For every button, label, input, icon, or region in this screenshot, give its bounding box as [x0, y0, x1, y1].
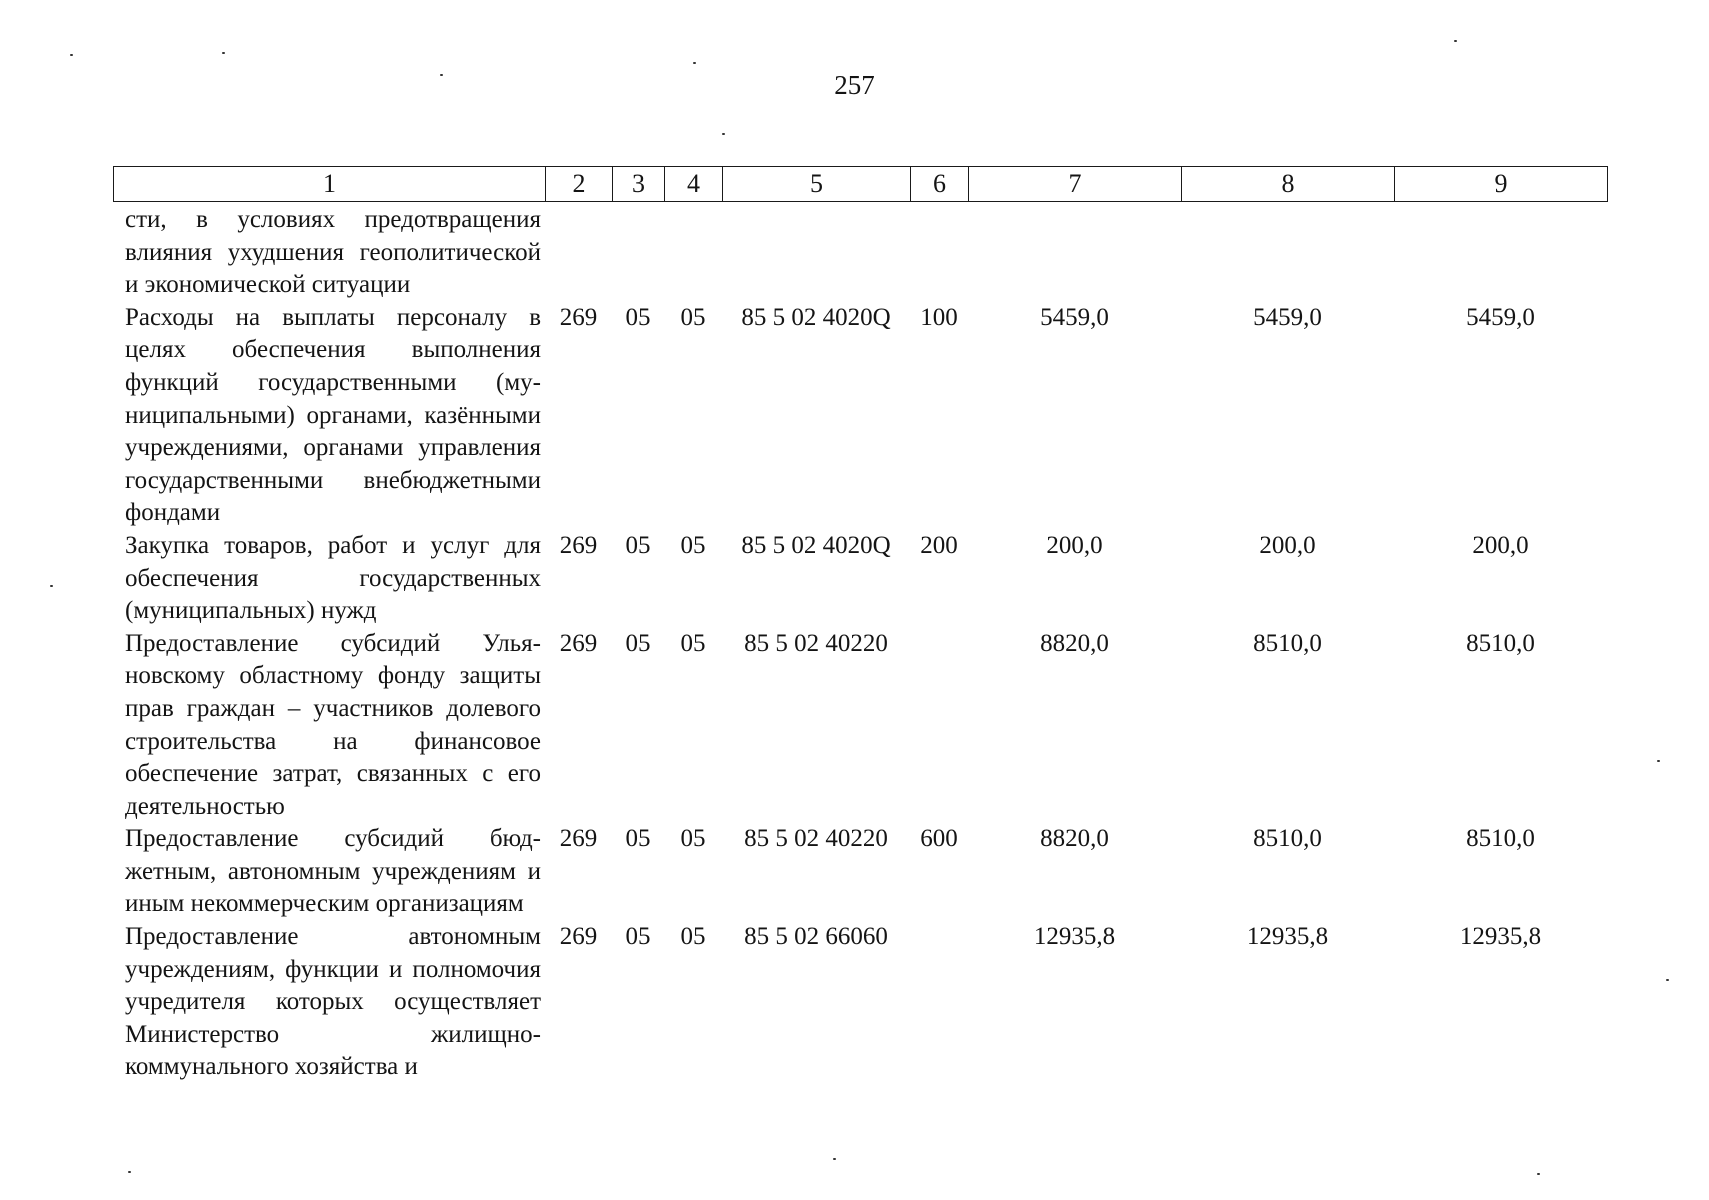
row-amount-col8: 8510,0 — [1253, 629, 1322, 657]
header-col-5: 5 — [723, 167, 911, 202]
row-amount-col9: 8510,0 — [1466, 629, 1535, 657]
scan-speck — [1657, 760, 1660, 762]
header-col-2: 2 — [546, 167, 613, 202]
table-body — [113, 204, 1607, 1084]
row-expense-type: 100 — [920, 303, 958, 331]
scan-speck — [833, 1158, 836, 1160]
table-row — [113, 530, 1607, 628]
table-row — [113, 204, 1607, 302]
row-description: Расходы на выплаты персоналу в целях обеспечения выполнения функций государственными (муниципальными) органами, казёнными учреждениями, органами управления государственными внебюджетными фондами — [125, 303, 541, 527]
row-section: 05 — [625, 303, 651, 331]
table-row — [113, 302, 1607, 530]
row-description: Предоставление субсидий бюджетным, автономным учреждениям и иным некоммерческим организациям — [125, 825, 541, 918]
row-subsection: 05 — [680, 825, 706, 853]
scan-speck — [50, 585, 53, 587]
row-target-article: 85 5 02 66060 — [744, 923, 888, 951]
row-description: Предоставление автономным учреждениям, функции и полномочия учредителя которых осуществляет Министерство жилищно-коммунального хозяйства и — [125, 923, 541, 1081]
row-amount-col9: 200,0 — [1472, 531, 1529, 559]
scan-speck — [1454, 40, 1457, 42]
table-row — [113, 921, 1607, 1084]
row-subsection: 05 — [680, 923, 706, 951]
row-admin-code: 269 — [559, 923, 598, 951]
row-amount-col8: 200,0 — [1259, 531, 1316, 559]
header-row — [114, 167, 1608, 202]
scan-speck — [440, 74, 443, 76]
row-subsection: 05 — [680, 629, 706, 657]
scan-speck — [222, 52, 225, 54]
table-row — [113, 628, 1607, 824]
scan-speck — [128, 1171, 131, 1173]
header-col-1: 1 — [114, 167, 546, 202]
row-amount-col9: 5459,0 — [1466, 303, 1535, 331]
header-col-9: 9 — [1395, 167, 1608, 202]
header-col-8: 8 — [1182, 167, 1395, 202]
row-section: 05 — [625, 923, 651, 951]
scan-speck — [1666, 979, 1669, 981]
row-subsection: 05 — [680, 531, 706, 559]
row-amount-col8: 12935,8 — [1246, 923, 1329, 951]
row-section: 05 — [625, 531, 651, 559]
row-description: Предоставление субсидий Ульяновскому областному фонду защиты прав граждан – участников долевого строительства на финансовое обеспечение затрат, связанных с его деятельностью — [125, 629, 541, 820]
page-number: 257 — [834, 70, 875, 100]
row-target-article: 85 5 02 40220 — [744, 629, 888, 657]
header-col-6: 6 — [911, 167, 969, 202]
row-section: 05 — [625, 825, 651, 853]
header-col-7: 7 — [969, 167, 1182, 202]
row-expense-type: 600 — [920, 825, 958, 853]
row-expense-type: 200 — [920, 531, 958, 559]
row-amount-col7: 5459,0 — [1040, 303, 1109, 331]
row-subsection: 05 — [680, 303, 706, 331]
row-admin-code: 269 — [559, 531, 598, 559]
row-description: Закупка товаров, работ и услуг для обеспечения государственных (муниципальных) нужд — [125, 531, 541, 625]
header-col-4: 4 — [665, 167, 723, 202]
row-amount-col9: 8510,0 — [1466, 825, 1535, 853]
row-amount-col9: 12935,8 — [1459, 923, 1542, 951]
row-description: сти, в условиях предотвращения влияния ухудшения геополитической и экономической ситуации — [125, 206, 541, 299]
row-amount-col7: 8820,0 — [1040, 825, 1109, 853]
scan-speck — [1537, 1173, 1540, 1175]
row-section: 05 — [625, 629, 651, 657]
row-target-article: 85 5 02 40220 — [744, 825, 888, 853]
row-amount-col8: 8510,0 — [1253, 825, 1322, 853]
row-admin-code: 269 — [559, 825, 598, 853]
scan-speck — [70, 54, 73, 56]
row-admin-code: 269 — [559, 303, 598, 331]
scan-speck — [722, 133, 725, 135]
row-amount-col8: 5459,0 — [1253, 303, 1322, 331]
row-target-article: 85 5 02 4020Q — [741, 531, 891, 559]
row-target-article: 85 5 02 4020Q — [741, 303, 891, 331]
row-admin-code: 269 — [559, 629, 598, 657]
header-col-3: 3 — [613, 167, 665, 202]
row-amount-col7: 8820,0 — [1040, 629, 1109, 657]
row-amount-col7: 12935,8 — [1033, 923, 1116, 951]
table-row — [113, 823, 1607, 921]
scan-speck — [693, 62, 696, 64]
row-amount-col7: 200,0 — [1046, 531, 1103, 559]
table-header — [113, 166, 1608, 202]
